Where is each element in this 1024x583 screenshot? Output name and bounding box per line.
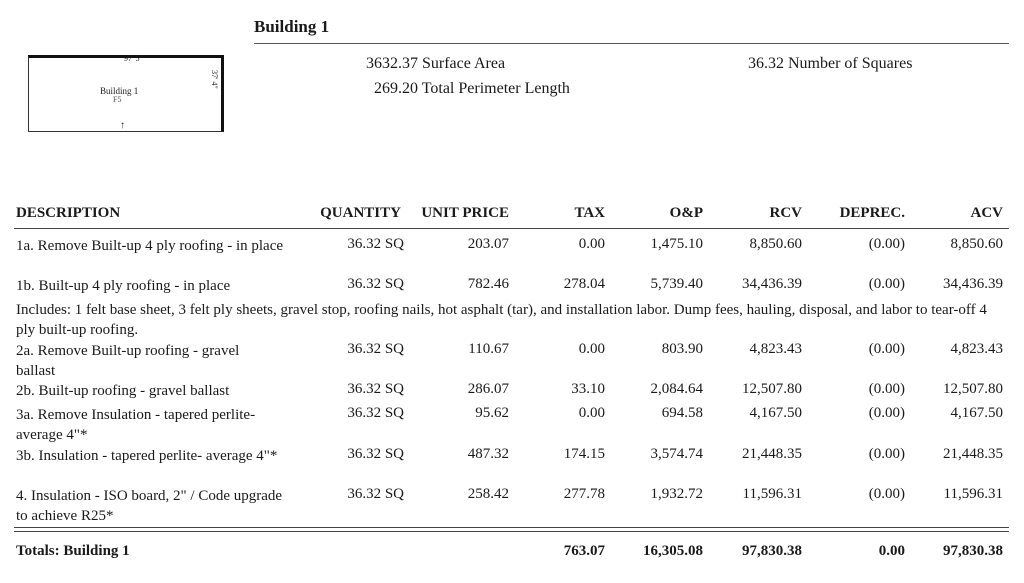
row-3a-acv: 4,167.50: [950, 405, 1003, 421]
row-3b-deprec: (0.00): [868, 446, 905, 462]
header-description: DESCRIPTION: [16, 205, 121, 221]
row-2b-unit-price: 286.07: [467, 381, 509, 397]
row-1a-tax: 0.00: [578, 236, 605, 252]
totals-rcv: 97,830.38: [742, 543, 802, 559]
header-acv: ACV: [970, 205, 1003, 221]
row-2b-deprec: (0.00): [868, 381, 905, 397]
totals-label: Totals: Building 1: [16, 543, 130, 559]
surface-area-label: Surface Area: [422, 55, 506, 72]
row-2b-tax: 33.10: [571, 381, 605, 397]
perimeter-label: Total Perimeter Length: [421, 80, 570, 97]
surface-area-value: 3632.37: [366, 55, 418, 72]
row-2b-op: 2,084.64: [650, 381, 703, 397]
row-2a-op: 803.90: [661, 341, 703, 357]
totals-tax: 763.07: [563, 543, 605, 559]
row-3a-description: 3a. Remove Insulation - tapered perlite- average 4"*: [16, 407, 256, 443]
row-3b-rcv: 21,448.35: [742, 446, 802, 462]
row-2b-quantity: 36.32 SQ: [347, 381, 404, 397]
row-3a-rcv: 4,167.50: [749, 405, 802, 421]
row-1a-op: 1,475.10: [650, 236, 703, 252]
row-4-rcv: 11,596.31: [742, 486, 802, 502]
header-quantity: QUANTITY: [320, 205, 401, 221]
row-2b-acv: 12,507.80: [943, 381, 1003, 397]
row-3a-deprec: (0.00): [868, 405, 905, 421]
totals-op: 16,305.08: [643, 543, 703, 559]
row-2a-quantity: 36.32 SQ: [347, 341, 404, 357]
sketch-sublabel: F5: [113, 95, 122, 104]
header-op: O&P: [669, 205, 703, 221]
row-1a-acv: 8,850.60: [950, 236, 1003, 252]
row-4-tax: 277.78: [563, 486, 605, 502]
row-2a-acv: 4,823.43: [950, 341, 1003, 357]
row-3b-description: 3b. Insulation - tapered perlite- average 4"*: [16, 448, 278, 464]
perimeter: [340, 80, 570, 98]
row-1b-op: 5,739.40: [650, 276, 703, 292]
squares-value: 36.32: [748, 55, 784, 72]
row-2a-description: 2a. Remove Built-up roofing - gravel ballast: [16, 343, 240, 379]
sketch-top-dimension: 97' 5": [124, 54, 143, 63]
surface-area: [340, 55, 505, 73]
row-3b-acv: 21,448.35: [943, 446, 1003, 462]
row-3a-tax: 0.00: [578, 405, 605, 421]
row-3b-quantity: 36.32 SQ: [347, 446, 404, 462]
title-divider: [254, 43, 1009, 44]
row-3a-unit-price: 95.62: [475, 405, 509, 421]
totals-deprec: 0.00: [878, 543, 905, 559]
totals-acv: 97,830.38: [943, 543, 1003, 559]
header-unit-price: UNIT PRICE: [421, 205, 509, 221]
header-tax: TAX: [574, 205, 605, 221]
row-3b-unit-price: 487.32: [467, 446, 509, 462]
row-1a-unit-price: 203.07: [467, 236, 509, 252]
row-4-quantity: 36.32 SQ: [347, 486, 404, 502]
row-4-deprec: (0.00): [868, 486, 905, 502]
building-title: Building 1: [254, 17, 330, 36]
row-2a-rcv: 4,823.43: [749, 341, 802, 357]
row-2a-unit-price: 110.67: [468, 341, 509, 357]
sketch-side-dimension: 37' 4": [210, 70, 219, 89]
row-4-unit-price: 258.42: [467, 486, 509, 502]
squares-label: Number of Squares: [788, 55, 913, 72]
row-1b-deprec: (0.00): [868, 276, 905, 292]
sketch-label: Building 1: [100, 86, 139, 96]
row-4-description: 4. Insulation - ISO board, 2" / Code upgrade to achieve R25*: [16, 488, 283, 524]
row-1b-quantity: 36.32 SQ: [347, 276, 404, 292]
row-2b-description: 2b. Built-up roofing - gravel ballast: [16, 383, 230, 399]
header-deprec: DEPREC.: [839, 205, 905, 221]
row-4-acv: 11,596.31: [943, 486, 1003, 502]
row-1b-unit-price: 782.46: [467, 276, 509, 292]
row-1b-acv: 34,436.39: [943, 276, 1003, 292]
totals-divider-top: [14, 527, 1009, 528]
row-1b-tax: 278.04: [563, 276, 605, 292]
row-2a-tax: 0.00: [578, 341, 605, 357]
header-rcv: RCV: [769, 205, 802, 221]
row-1a-description: 1a. Remove Built-up 4 ply roofing - in place: [16, 238, 284, 254]
row-3a-op: 694.58: [661, 405, 703, 421]
totals-divider-bottom: [14, 531, 1009, 532]
row-3b-tax: 174.15: [563, 446, 605, 462]
row-3b-op: 3,574.74: [650, 446, 703, 462]
row-1a-rcv: 8,850.60: [749, 236, 802, 252]
row-1a-deprec: (0.00): [868, 236, 905, 252]
row-2a-deprec: (0.00): [868, 341, 905, 357]
row-1b-rcv: 34,436.39: [742, 276, 802, 292]
squares: [730, 55, 912, 73]
up-arrow-icon: ↑: [120, 120, 125, 131]
header-divider: [14, 228, 1009, 229]
row-1b-note: Includes: 1 felt base sheet, 3 felt ply sheets, gravel stop, roofing nails, hot asphalt (tar), and installation labor. Dump fees, hauling, disposal, and labor to tear-off 4 ply built-up roofing.: [16, 302, 987, 338]
row-1a-quantity: 36.32 SQ: [347, 236, 404, 252]
row-4-op: 1,932.72: [650, 486, 703, 502]
row-3a-quantity: 36.32 SQ: [347, 405, 404, 421]
row-1b-description: 1b. Built-up 4 ply roofing - in place: [16, 278, 231, 294]
row-2b-rcv: 12,507.80: [742, 381, 802, 397]
perimeter-value: 269.20: [374, 80, 418, 97]
